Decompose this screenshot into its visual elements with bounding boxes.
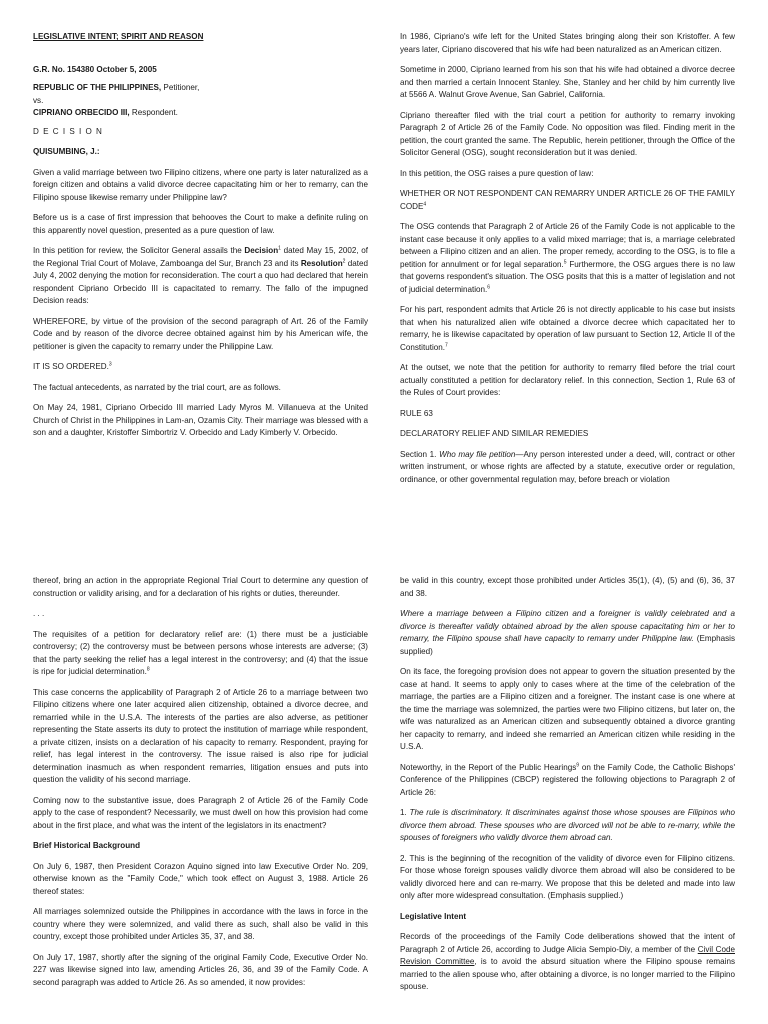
- left-column: [33, 31, 368, 448]
- footnote-ref[interactable]: 2: [342, 257, 346, 264]
- versus: vs.: [33, 95, 44, 105]
- paragraph: In this petition for review, the Solicitor General assails the Decision$^1$ dated May 15, 2002, of the Regional Trial Court of Molave, Zamboanga del Sur, Branch 23 and its Resolution$^2$ dated July 4, 2002 denying the motion for reconsideration. The court a quo had declared that herein respondent Cipriano Orbecido III is capacitated to remarry. The fallo of the impugned Decision reads:: [33, 245, 369, 305]
- paragraph: The factual antecedents, as narrated by the trial court, are as follows.: [33, 382, 281, 392]
- paragraph: Given a valid marriage between two Filipino citizens, where one party is later naturalized as a foreign citizen and obtains a valid divorce decree capacitating him or her to remarry, can the Filipino spouse likewise remarry under Philippine law?: [33, 167, 368, 202]
- footnote-ref[interactable]: 8: [146, 666, 150, 673]
- section-heading: LEGISLATIVE INTENT; SPIRIT AND REASON: [33, 32, 204, 41]
- paragraph: In this petition, the OSG raises a pure question of law:: [400, 168, 594, 178]
- petitioner-line: REPUBLIC OF THE PHILIPPINES, Petitioner,: [33, 83, 200, 92]
- footnote-ref[interactable]: 5: [563, 258, 567, 265]
- right-column: [400, 31, 735, 494]
- paragraph: Coming now to the substantive issue, does Paragraph 2 of Article 26 of the Family Code apply to the case of respondent? Necessarily, we must dwell on how this provision had come about in the first place, and what was the intent of the legislators in its enactment?: [33, 795, 368, 830]
- footnote-ref[interactable]: 4: [423, 200, 427, 207]
- rule-title: DECLARATORY RELIEF AND SIMILAR REMEDIES: [400, 429, 589, 438]
- footnote-ref[interactable]: 9: [576, 761, 580, 768]
- paragraph: Cipriano thereafter filed with the trial court a petition for authority to remarry invoking Paragraph 2 of Article 26 of the Family Code. No opposition was filed. Finding merit in the petition, the court granted the same. The Republic, herein petitioner, through the Office of the Solicitor General (OSG), sought reconsideration but it was denied.: [400, 110, 735, 157]
- rule-heading: RULE 63: [400, 408, 433, 418]
- paragraph: thereof, bring an action in the appropriate Regional Trial Court to determine any question of construction or validity arising, and for a declaration of his rights or duties, thereunder.: [33, 576, 368, 598]
- ellipsis: . . .: [33, 609, 45, 618]
- subheading: Brief Historical Background: [33, 841, 141, 850]
- issue-statement: WHETHER OR NOT RESPONDENT CAN REMARRY UNDER ARTICLE 26 OF THE FAMILY CODE$^4$: [400, 189, 735, 211]
- decision-title: D E C I S I O N: [33, 126, 103, 136]
- paragraph: On July 17, 1987, shortly after the signing of the original Family Code, Executive Order No. 227 was likewise signed into law, amending Articles 26, 36, and 39 of the Family Code. A second paragraph was added to Article 26. As so amended, it now provides:: [33, 952, 368, 987]
- paragraph: On its face, the foregoing provision does not appear to govern the situation presented by the case at hand. It seems to apply only to cases where at the time of the celebration of the marriage, the parties are a Filipino citizen and a foreigner. The instant case is one where at the time the marriage was solemnized, the parties were two Filipino citizens, but later on, the wife was naturalized as an American citizen and subsequently obtained a divorce granting her capacity to remarry, and indeed she remarried an American citizen while residing in the U.S.A.: [400, 667, 735, 751]
- left-column: [33, 575, 368, 997]
- committee-link[interactable]: Civil Code Revision Committee: [400, 944, 735, 966]
- paragraph: All marriages solemnized outside the Philippines in accordance with the laws in force in the country where they were solemnized, and valid there as such, shall also be valid in this country, except those prohibited under Articles 35, 37, and 38.: [33, 907, 368, 941]
- right-column: [400, 575, 735, 1002]
- paragraph: Records of the proceedings of the Family Code deliberations showed that the intent of Paragraph 2 of Article 26, according to Judge Alicia Sempio-Diy, a member of the Civil Code Revision Committee, is to avoid the absurd situation where the Filipino spouse remains married to the alien spouse who, after obtaining a divorce, is no longer married to the Filipino spouse.: [400, 932, 735, 991]
- paragraph: For his part, respondent admits that Article 26 is not directly applicable to his case but insists that when his naturalized alien wife obtained a divorce decree which capacitated her to remarry, he is likewise capacitated by operation of law pursuant to Section 12, Article II of the Constitution.$^7$: [400, 305, 735, 352]
- footnote-ref[interactable]: 1: [278, 245, 281, 252]
- footnote-ref[interactable]: 3: [108, 361, 112, 368]
- footnote-ref[interactable]: 7: [445, 341, 448, 348]
- document-page-2: [0, 512, 768, 1024]
- paragraph: In 1986, Cipriano's wife left for the United States bringing along their son Kristoffer. A few years later, Cipriano discovered that his wife had been naturalized as an American citizen.: [400, 32, 735, 54]
- paragraph: 1. The rule is discriminatory. It discriminates against those whose spouses are Filipinos who divorce them abroad. These spouses who are divorced will not be able to re-marry, while the spouses of foreigners who validly divorce them abroad can.: [400, 808, 736, 842]
- paragraph: WHEREFORE, by virtue of the provision of the second paragraph of Art. 26 of the Family Code and by reason of the divorce decree obtained against him by his American wife, the petitioner is given the capacity to remarry under the Philippine Law.: [33, 316, 368, 351]
- paragraph: This case concerns the applicability of Paragraph 2 of Article 26 to a marriage between two Filipino citizens where one later acquired alien citizenship, obtained a divorce decree, and remarried while in the U.S.A. The interests of the parties are also adverse, as petitioner representing the State asserts its duty to protect the institution of marriage while respondent, a private citizen, insists on a declaration of his capacity to remarry. Respondent, praying for relief, has legal interest in the controversy. The issue raised is also ripe for judicial determination inasmuch as when respondent remarries, litigation ensues and puts into question the validity of his second marriage.: [33, 687, 368, 784]
- paragraph: The OSG contends that Paragraph 2 of Article 26 of the Family Code is not applicable to the instant case because it only applies to a valid mixed marriage; that is, a marriage celebrated between a Filipino citizen and an alien. The proper remedy, according to the OSG, is to file a petition for annulment or for legal separation.$^5$ Furthermore, the OSG argues there is no law that governs respondent's situation. The OSG posits that this is a matter of legislation and not of judicial determination.$^6$: [400, 222, 735, 294]
- paragraph: be valid in this country, except those prohibited under Articles 35(1), (4), (5) and (6), 36, 37 and 38.: [400, 576, 735, 598]
- subheading: Legislative Intent: [400, 911, 467, 921]
- paragraph: Where a marriage between a Filipino citizen and a foreigner is validly celebrated and a divorce is thereafter validly obtained abroad by the alien spouse capacitating him or her to remarry, the Filipino spouse shall have capacity to remarry under Philippine law. (Emphasis supplied): [400, 609, 735, 656]
- paragraph: Section 1. Who may file petition—Any person interested under a deed, will, contract or other written instrument, or whose rights are affected by a statute, executive order or regulation, ordinance, or other governmental regulation may, before breach or violation: [400, 449, 736, 484]
- paragraph: At the outset, we note that the petition for authority to remarry filed before the trial court actually constituted a petition for declaratory relief. In this connection, Section 1, Rule 63 of the Rules of Court provides:: [400, 363, 735, 397]
- respondent-line: CIPRIANO ORBECIDO III, Respondent.: [33, 108, 178, 117]
- paragraph: 2. This is the beginning of the recognition of the validity of divorce even for Filipino citizens. For those whose foreign spouses validly divorce them abroad will also be considered to be validly divorced here and can re-marry. We propose that this be deleted and made into law only after more widespread consultation. (Emphasis supplied.): [400, 853, 735, 900]
- paragraph: On May 24, 1981, Cipriano Orbecido III married Lady Myros M. Villanueva at the United Church of Christ in the Philippines in Lam-an, Ozamis City. Their marriage was blessed with a son and a daughter, Kristoffer Simbortriz V. Orbecido and Lady Kimberly V. Orbecido.: [33, 403, 368, 437]
- footnote-ref[interactable]: 6: [487, 283, 491, 290]
- paragraph: Noteworthy, in the Report of the Public Hearings$^9$ on the Family Code, the Catholic Bishops' Conference of the Philippines (CBCP) registered the following objections to Paragraph 2 of Article 26:: [400, 761, 735, 797]
- paragraph: The requisites of a petition for declaratory relief are: (1) there must be a justiciable controversy; (2) the controversy must be between persons whose interests are adverse; (3) that the party seeking the relief has a legal interest in the controversy; and (4) that the issue is ripe for judicial determination.$^8$: [33, 629, 368, 676]
- ponente: QUISUMBING, J.:: [33, 147, 100, 156]
- paragraph: On July 6, 1987, then President Corazon Aquino signed into law Executive Order No. 209, otherwise known as the "Family Code," which took effect on August 3, 1988. Article 26 thereof states:: [33, 861, 368, 896]
- case-number: G.R. No. 154380 October 5, 2005: [33, 64, 157, 74]
- paragraph: IT IS SO ORDERED.$^3$: [33, 361, 112, 371]
- paragraph: Before us is a case of first impression that behooves the Court to make a definite ruling on this apparently novel question, presented as a pure question of law.: [33, 213, 368, 235]
- paragraph: Sometime in 2000, Cipriano learned from his son that his wife had obtained a divorce decree and then married a certain Innocent Stanley. She, Stanley and her child by him currently live at 5566 A. Walnut Grove Avenue, San Gabriel, California.: [400, 65, 735, 99]
